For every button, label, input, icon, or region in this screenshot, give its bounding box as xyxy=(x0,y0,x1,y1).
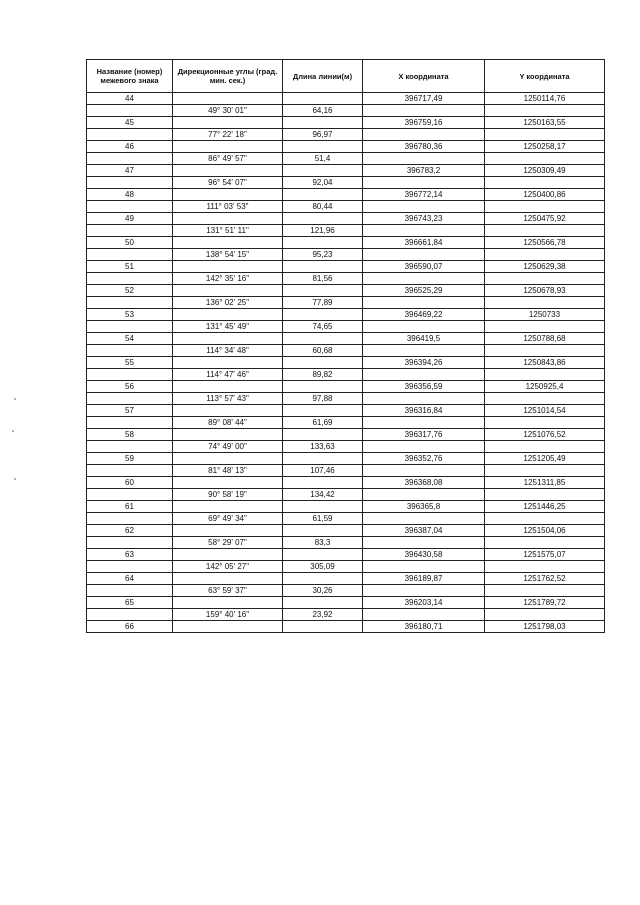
direction-angle: 89° 08' 44" xyxy=(173,417,283,429)
line-length: 97,88 xyxy=(283,393,363,405)
empty-cell xyxy=(485,177,605,189)
point-row xyxy=(87,549,605,561)
line-length: 83,3 xyxy=(283,537,363,549)
empty-cell xyxy=(87,129,173,141)
empty-cell xyxy=(283,501,363,513)
x-coordinate: 396743,23 xyxy=(363,213,485,225)
line-length: 60,68 xyxy=(283,345,363,357)
mark-number: 53 xyxy=(87,309,173,321)
mark-number: 49 xyxy=(87,213,173,225)
empty-cell xyxy=(363,609,485,621)
direction-angle: 90° 58' 19" xyxy=(173,489,283,501)
empty-cell xyxy=(283,93,363,105)
empty-cell xyxy=(173,501,283,513)
empty-cell xyxy=(485,393,605,405)
empty-cell xyxy=(485,441,605,453)
empty-cell xyxy=(173,357,283,369)
empty-cell xyxy=(363,321,485,333)
empty-cell xyxy=(87,417,173,429)
scan-speck xyxy=(14,398,16,400)
empty-cell xyxy=(363,537,485,549)
header-x-coordinate: X координата xyxy=(363,60,485,93)
empty-cell xyxy=(485,153,605,165)
segment-row xyxy=(87,177,605,189)
mark-number: 61 xyxy=(87,501,173,513)
x-coordinate: 396783,2 xyxy=(363,165,485,177)
y-coordinate: 1250400,86 xyxy=(485,189,605,201)
empty-cell xyxy=(87,537,173,549)
y-coordinate: 1250163,55 xyxy=(485,117,605,129)
mark-number: 57 xyxy=(87,405,173,417)
boundary-coordinates-table xyxy=(86,59,605,633)
line-length: 96,97 xyxy=(283,129,363,141)
empty-cell xyxy=(283,477,363,489)
mark-number: 63 xyxy=(87,549,173,561)
empty-cell xyxy=(485,585,605,597)
header-line-length: Длина линии(м) xyxy=(283,60,363,93)
line-length: 107,46 xyxy=(283,465,363,477)
direction-angle: 113° 57' 43" xyxy=(173,393,283,405)
point-row xyxy=(87,573,605,585)
empty-cell xyxy=(485,561,605,573)
direction-angle: 131° 51' 11" xyxy=(173,225,283,237)
empty-cell xyxy=(283,357,363,369)
mark-number: 58 xyxy=(87,429,173,441)
direction-angle: 142° 35' 16" xyxy=(173,273,283,285)
empty-cell xyxy=(485,129,605,141)
y-coordinate: 1250566,78 xyxy=(485,237,605,249)
point-row xyxy=(87,189,605,201)
empty-cell xyxy=(87,609,173,621)
line-length: 74,65 xyxy=(283,321,363,333)
segment-row xyxy=(87,465,605,477)
direction-angle: 96° 54' 07" xyxy=(173,177,283,189)
empty-cell xyxy=(363,225,485,237)
empty-cell xyxy=(485,105,605,117)
empty-cell xyxy=(173,597,283,609)
segment-row xyxy=(87,369,605,381)
y-coordinate: 1250629,38 xyxy=(485,261,605,273)
empty-cell xyxy=(363,513,485,525)
direction-angle: 58° 29' 07" xyxy=(173,537,283,549)
point-row xyxy=(87,285,605,297)
empty-cell xyxy=(283,333,363,345)
empty-cell xyxy=(173,309,283,321)
empty-cell xyxy=(283,525,363,537)
point-row xyxy=(87,405,605,417)
empty-cell xyxy=(87,201,173,213)
segment-row xyxy=(87,249,605,261)
y-coordinate: 1250678,93 xyxy=(485,285,605,297)
empty-cell xyxy=(283,405,363,417)
mark-number: 52 xyxy=(87,285,173,297)
empty-cell xyxy=(363,297,485,309)
x-coordinate: 396316,84 xyxy=(363,405,485,417)
direction-angle: 49° 30' 01" xyxy=(173,105,283,117)
empty-cell xyxy=(173,285,283,297)
empty-cell xyxy=(173,381,283,393)
y-coordinate: 1250309,49 xyxy=(485,165,605,177)
line-length: 81,56 xyxy=(283,273,363,285)
y-coordinate: 1250925,4 xyxy=(485,381,605,393)
point-row xyxy=(87,333,605,345)
segment-row xyxy=(87,441,605,453)
empty-cell xyxy=(87,513,173,525)
mark-number: 50 xyxy=(87,237,173,249)
mark-number: 59 xyxy=(87,453,173,465)
line-length: 51,4 xyxy=(283,153,363,165)
empty-cell xyxy=(363,249,485,261)
mark-number: 64 xyxy=(87,573,173,585)
line-length: 61,59 xyxy=(283,513,363,525)
empty-cell xyxy=(87,585,173,597)
y-coordinate: 1250788,68 xyxy=(485,333,605,345)
direction-angle: 77° 22' 18" xyxy=(173,129,283,141)
empty-cell xyxy=(485,201,605,213)
line-length: 92,04 xyxy=(283,177,363,189)
mark-number: 56 xyxy=(87,381,173,393)
empty-cell xyxy=(87,249,173,261)
empty-cell xyxy=(283,261,363,273)
point-row xyxy=(87,525,605,537)
empty-cell xyxy=(87,153,173,165)
y-coordinate: 1251762,52 xyxy=(485,573,605,585)
x-coordinate: 396189,87 xyxy=(363,573,485,585)
empty-cell xyxy=(87,273,173,285)
empty-cell xyxy=(485,513,605,525)
segment-row xyxy=(87,609,605,621)
empty-cell xyxy=(363,345,485,357)
direction-angle: 114° 47' 46" xyxy=(173,369,283,381)
mark-number: 46 xyxy=(87,141,173,153)
empty-cell xyxy=(363,369,485,381)
empty-cell xyxy=(173,549,283,561)
empty-cell xyxy=(485,297,605,309)
empty-cell xyxy=(283,117,363,129)
y-coordinate: 1251575,07 xyxy=(485,549,605,561)
point-row xyxy=(87,141,605,153)
point-row xyxy=(87,381,605,393)
direction-angle: 69° 49' 34" xyxy=(173,513,283,525)
line-length: 80,44 xyxy=(283,201,363,213)
segment-row xyxy=(87,585,605,597)
mark-number: 62 xyxy=(87,525,173,537)
line-length: 95,23 xyxy=(283,249,363,261)
segment-row xyxy=(87,225,605,237)
y-coordinate: 1250258,17 xyxy=(485,141,605,153)
empty-cell xyxy=(173,237,283,249)
line-length: 23,92 xyxy=(283,609,363,621)
direction-angle: 136° 02' 25" xyxy=(173,297,283,309)
x-coordinate: 396661,84 xyxy=(363,237,485,249)
direction-angle: 86° 49' 57" xyxy=(173,153,283,165)
direction-angle: 131° 45' 49" xyxy=(173,321,283,333)
header-direction-angle: Дирекционные углы (град. мин. сек.) xyxy=(173,60,283,93)
empty-cell xyxy=(173,93,283,105)
empty-cell xyxy=(87,345,173,357)
line-length: 64,16 xyxy=(283,105,363,117)
mark-number: 55 xyxy=(87,357,173,369)
y-coordinate: 1251311,85 xyxy=(485,477,605,489)
empty-cell xyxy=(173,429,283,441)
direction-angle: 111° 03' 53" xyxy=(173,201,283,213)
empty-cell xyxy=(485,417,605,429)
line-length: 305,09 xyxy=(283,561,363,573)
empty-cell xyxy=(87,225,173,237)
empty-cell xyxy=(485,345,605,357)
scan-speck xyxy=(12,430,14,432)
x-coordinate: 396203,14 xyxy=(363,597,485,609)
mark-number: 45 xyxy=(87,117,173,129)
empty-cell xyxy=(363,465,485,477)
point-row xyxy=(87,453,605,465)
empty-cell xyxy=(283,165,363,177)
empty-cell xyxy=(283,237,363,249)
empty-cell xyxy=(283,453,363,465)
direction-angle: 114° 34' 48" xyxy=(173,345,283,357)
empty-cell xyxy=(87,321,173,333)
empty-cell xyxy=(363,393,485,405)
y-coordinate: 1250843,86 xyxy=(485,357,605,369)
x-coordinate: 396759,16 xyxy=(363,117,485,129)
empty-cell xyxy=(363,177,485,189)
y-coordinate: 1250733 xyxy=(485,309,605,321)
segment-row xyxy=(87,489,605,501)
point-row xyxy=(87,117,605,129)
empty-cell xyxy=(363,561,485,573)
x-coordinate: 396365,8 xyxy=(363,501,485,513)
line-length: 133,63 xyxy=(283,441,363,453)
x-coordinate: 396772,14 xyxy=(363,189,485,201)
mark-number: 60 xyxy=(87,477,173,489)
mark-number: 48 xyxy=(87,189,173,201)
empty-cell xyxy=(283,141,363,153)
x-coordinate: 396394,26 xyxy=(363,357,485,369)
mark-number: 47 xyxy=(87,165,173,177)
table-header-row xyxy=(87,60,605,93)
direction-angle: 159° 40' 16" xyxy=(173,609,283,621)
segment-row xyxy=(87,513,605,525)
point-row xyxy=(87,597,605,609)
segment-row xyxy=(87,561,605,573)
x-coordinate: 396352,76 xyxy=(363,453,485,465)
empty-cell xyxy=(485,321,605,333)
empty-cell xyxy=(363,417,485,429)
mark-number: 66 xyxy=(87,621,173,633)
empty-cell xyxy=(87,489,173,501)
direction-angle: 142° 05' 27" xyxy=(173,561,283,573)
empty-cell xyxy=(173,189,283,201)
empty-cell xyxy=(173,405,283,417)
empty-cell xyxy=(173,117,283,129)
y-coordinate: 1251205,49 xyxy=(485,453,605,465)
segment-row xyxy=(87,129,605,141)
point-row xyxy=(87,309,605,321)
empty-cell xyxy=(283,621,363,633)
empty-cell xyxy=(87,393,173,405)
empty-cell xyxy=(485,249,605,261)
header-mark-name: Название (номер) межевого знака xyxy=(87,60,173,93)
x-coordinate: 396368,08 xyxy=(363,477,485,489)
x-coordinate: 396430,58 xyxy=(363,549,485,561)
empty-cell xyxy=(363,273,485,285)
line-length: 30,26 xyxy=(283,585,363,597)
y-coordinate: 1251789,72 xyxy=(485,597,605,609)
empty-cell xyxy=(283,573,363,585)
empty-cell xyxy=(173,165,283,177)
empty-cell xyxy=(363,201,485,213)
empty-cell xyxy=(87,105,173,117)
empty-cell xyxy=(283,285,363,297)
segment-row xyxy=(87,537,605,549)
x-coordinate: 396469,22 xyxy=(363,309,485,321)
x-coordinate: 396717,49 xyxy=(363,93,485,105)
empty-cell xyxy=(173,261,283,273)
point-row xyxy=(87,621,605,633)
point-row xyxy=(87,213,605,225)
empty-cell xyxy=(87,177,173,189)
empty-cell xyxy=(283,309,363,321)
empty-cell xyxy=(485,225,605,237)
empty-cell xyxy=(363,585,485,597)
point-row xyxy=(87,477,605,489)
y-coordinate: 1251446,25 xyxy=(485,501,605,513)
segment-row xyxy=(87,393,605,405)
empty-cell xyxy=(173,621,283,633)
line-length: 89,82 xyxy=(283,369,363,381)
empty-cell xyxy=(87,297,173,309)
point-row xyxy=(87,237,605,249)
y-coordinate: 1250475,92 xyxy=(485,213,605,225)
segment-row xyxy=(87,417,605,429)
empty-cell xyxy=(485,537,605,549)
y-coordinate: 1251076,52 xyxy=(485,429,605,441)
point-row xyxy=(87,429,605,441)
empty-cell xyxy=(363,441,485,453)
line-length: 61,69 xyxy=(283,417,363,429)
segment-row xyxy=(87,273,605,285)
segment-row xyxy=(87,153,605,165)
point-row xyxy=(87,261,605,273)
segment-row xyxy=(87,297,605,309)
point-row xyxy=(87,93,605,105)
empty-cell xyxy=(485,489,605,501)
empty-cell xyxy=(283,597,363,609)
empty-cell xyxy=(173,573,283,585)
y-coordinate: 1251014,54 xyxy=(485,405,605,417)
line-length: 77,89 xyxy=(283,297,363,309)
x-coordinate: 396180,71 xyxy=(363,621,485,633)
empty-cell xyxy=(283,429,363,441)
direction-angle: 81° 48' 13" xyxy=(173,465,283,477)
empty-cell xyxy=(485,465,605,477)
direction-angle: 74° 49' 00" xyxy=(173,441,283,453)
empty-cell xyxy=(363,153,485,165)
empty-cell xyxy=(363,489,485,501)
x-coordinate: 396419,5 xyxy=(363,333,485,345)
mark-number: 54 xyxy=(87,333,173,345)
empty-cell xyxy=(485,273,605,285)
empty-cell xyxy=(87,369,173,381)
mark-number: 65 xyxy=(87,597,173,609)
empty-cell xyxy=(283,213,363,225)
segment-row xyxy=(87,345,605,357)
y-coordinate: 1251798,03 xyxy=(485,621,605,633)
direction-angle: 63° 59' 37" xyxy=(173,585,283,597)
x-coordinate: 396356,59 xyxy=(363,381,485,393)
x-coordinate: 396387,04 xyxy=(363,525,485,537)
line-length: 134,42 xyxy=(283,489,363,501)
empty-cell xyxy=(173,477,283,489)
empty-cell xyxy=(283,381,363,393)
empty-cell xyxy=(173,525,283,537)
empty-cell xyxy=(173,333,283,345)
empty-cell xyxy=(173,141,283,153)
empty-cell xyxy=(283,189,363,201)
point-row xyxy=(87,357,605,369)
x-coordinate: 396590,07 xyxy=(363,261,485,273)
empty-cell xyxy=(173,453,283,465)
empty-cell xyxy=(485,369,605,381)
x-coordinate: 396780,36 xyxy=(363,141,485,153)
y-coordinate: 1250114,76 xyxy=(485,93,605,105)
y-coordinate: 1251504,06 xyxy=(485,525,605,537)
empty-cell xyxy=(87,441,173,453)
table-body xyxy=(87,93,605,633)
empty-cell xyxy=(485,609,605,621)
empty-cell xyxy=(283,549,363,561)
empty-cell xyxy=(87,561,173,573)
empty-cell xyxy=(363,105,485,117)
direction-angle: 138° 54' 15" xyxy=(173,249,283,261)
point-row xyxy=(87,165,605,177)
segment-row xyxy=(87,201,605,213)
x-coordinate: 396317,76 xyxy=(363,429,485,441)
empty-cell xyxy=(87,465,173,477)
empty-cell xyxy=(173,213,283,225)
segment-row xyxy=(87,321,605,333)
point-row xyxy=(87,501,605,513)
mark-number: 44 xyxy=(87,93,173,105)
empty-cell xyxy=(363,129,485,141)
header-y-coordinate: Y координата xyxy=(485,60,605,93)
x-coordinate: 396525,29 xyxy=(363,285,485,297)
scan-speck xyxy=(14,478,16,480)
segment-row xyxy=(87,105,605,117)
line-length: 121,96 xyxy=(283,225,363,237)
mark-number: 51 xyxy=(87,261,173,273)
